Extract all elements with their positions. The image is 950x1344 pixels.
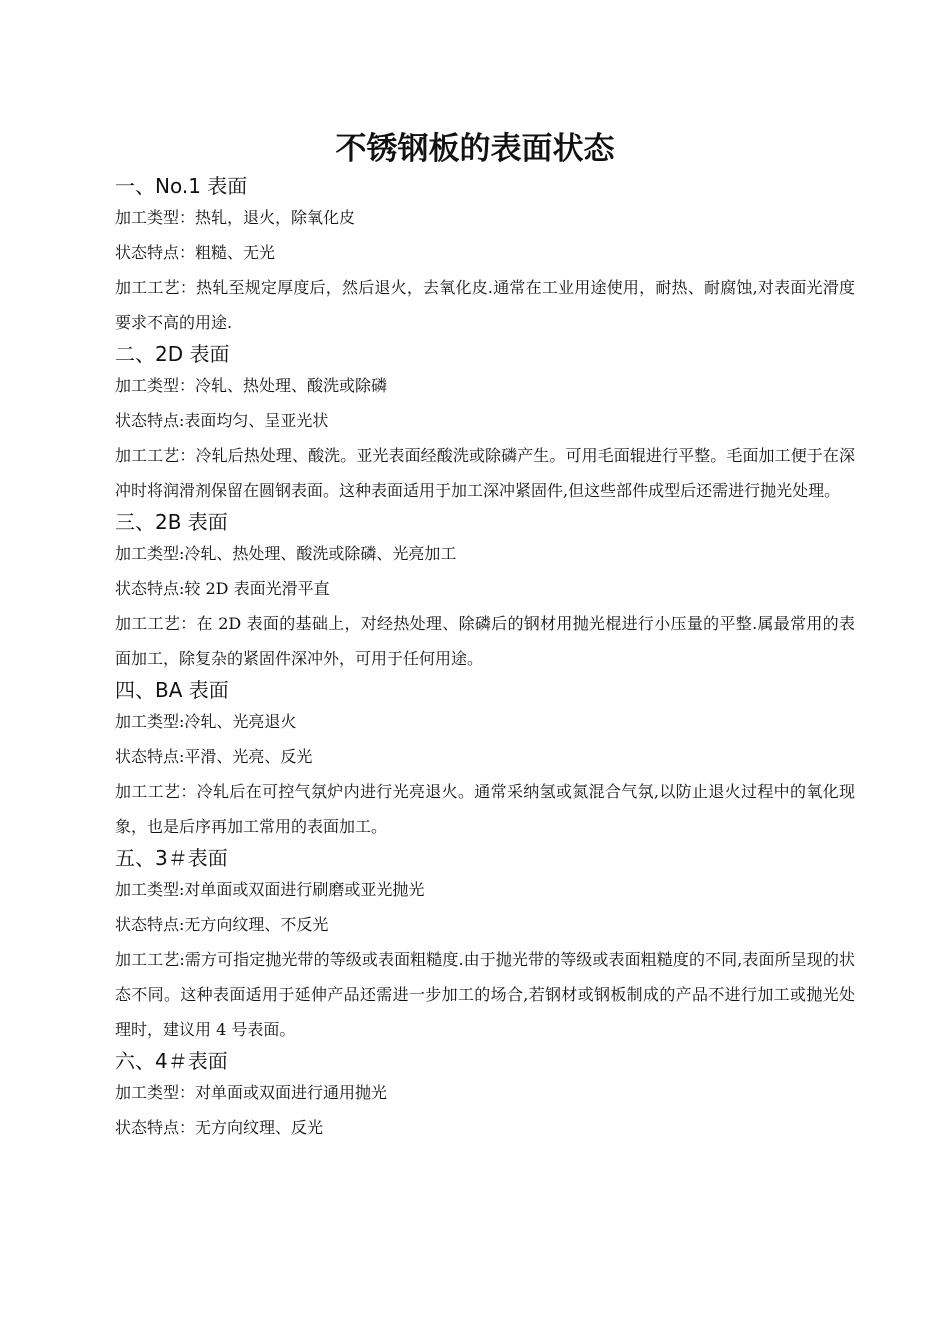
processing-type: 加工类型：对单面或双面进行通用抛光 [115,1083,388,1102]
state-features: 状态特点:较 2D 表面光滑平直 [115,579,330,598]
section-no1 [115,172,855,340]
state-features: 状态特点：粗糙、无光 [115,243,276,262]
document-body [115,172,855,1145]
section-3 [115,844,855,1047]
section-heading: 五、3＃表面 [115,846,228,870]
state-features: 状态特点:无方向纹理、不反光 [115,915,329,934]
processing-technique: 加工工艺：冷轧后在可控气氛炉内进行光亮退火。通常采纳氢或氮混合气氛,以防止退火过程中的氧化现象，也是后序再加工常用的表面加工。 [115,782,855,836]
state-features: 状态特点:平滑、光亮、反光 [115,747,313,766]
state-features: 状态特点:表面均匀、呈亚光状 [115,411,329,430]
page-title: 不锈钢板的表面状态 [335,131,615,167]
processing-type: 加工类型：热轧，退火，除氧化皮 [115,208,356,227]
processing-technique: 加工工艺:需方可指定抛光带的等级或表面粗糙度.由于抛光带的等级或表面粗糙度的不同,表面所呈现的状态不同。这种表面适用于延伸产品还需进一步加工的场合,若钢材或钢板制成的产品不进行加工或抛光处理时，建议用 4 号表面。 [115,950,855,1039]
state-features: 状态特点：无方向纹理、反光 [115,1118,324,1137]
section-2b [115,508,855,676]
section-ba [115,676,855,844]
processing-type: 加工类型:冷轧、光亮退火 [115,712,297,731]
processing-type: 加工类型:对单面或双面进行刷磨或亚光抛光 [115,880,425,899]
processing-technique: 加工工艺：在 2D 表面的基础上，对经热处理、除磷后的钢材用抛光棍进行小压量的平整.属最常用的表面加工，除复杂的紧固件深冲外，可用于任何用途。 [115,614,855,668]
processing-type: 加工类型：冷轧、热处理、酸洗或除磷 [115,376,388,395]
processing-technique: 加工工艺：冷轧后热处理、酸洗。亚光表面经酸洗或除磷产生。可用毛面辊进行平整。毛面加工便于在深冲时将润滑剂保留在圆钢表面。这种表面适用于加工深冲紧固件,但这些部件成型后还需进行抛光处理。 [115,446,855,500]
processing-type: 加工类型:冷轧、热处理、酸洗或除磷、光亮加工 [115,544,457,563]
section-heading: 三、2B 表面 [115,510,228,534]
processing-technique: 加工工艺：热轧至规定厚度后，然后退火，去氧化皮.通常在工业用途使用，耐热、耐腐蚀,对表面光滑度要求不高的用途. [115,278,855,332]
section-heading: 六、4＃表面 [115,1049,228,1073]
section-heading: 四、BA 表面 [115,678,229,702]
section-2d [115,340,855,508]
section-4 [115,1047,855,1145]
section-heading: 一、No.1 表面 [115,174,248,198]
section-heading: 二、2D 表面 [115,342,230,366]
